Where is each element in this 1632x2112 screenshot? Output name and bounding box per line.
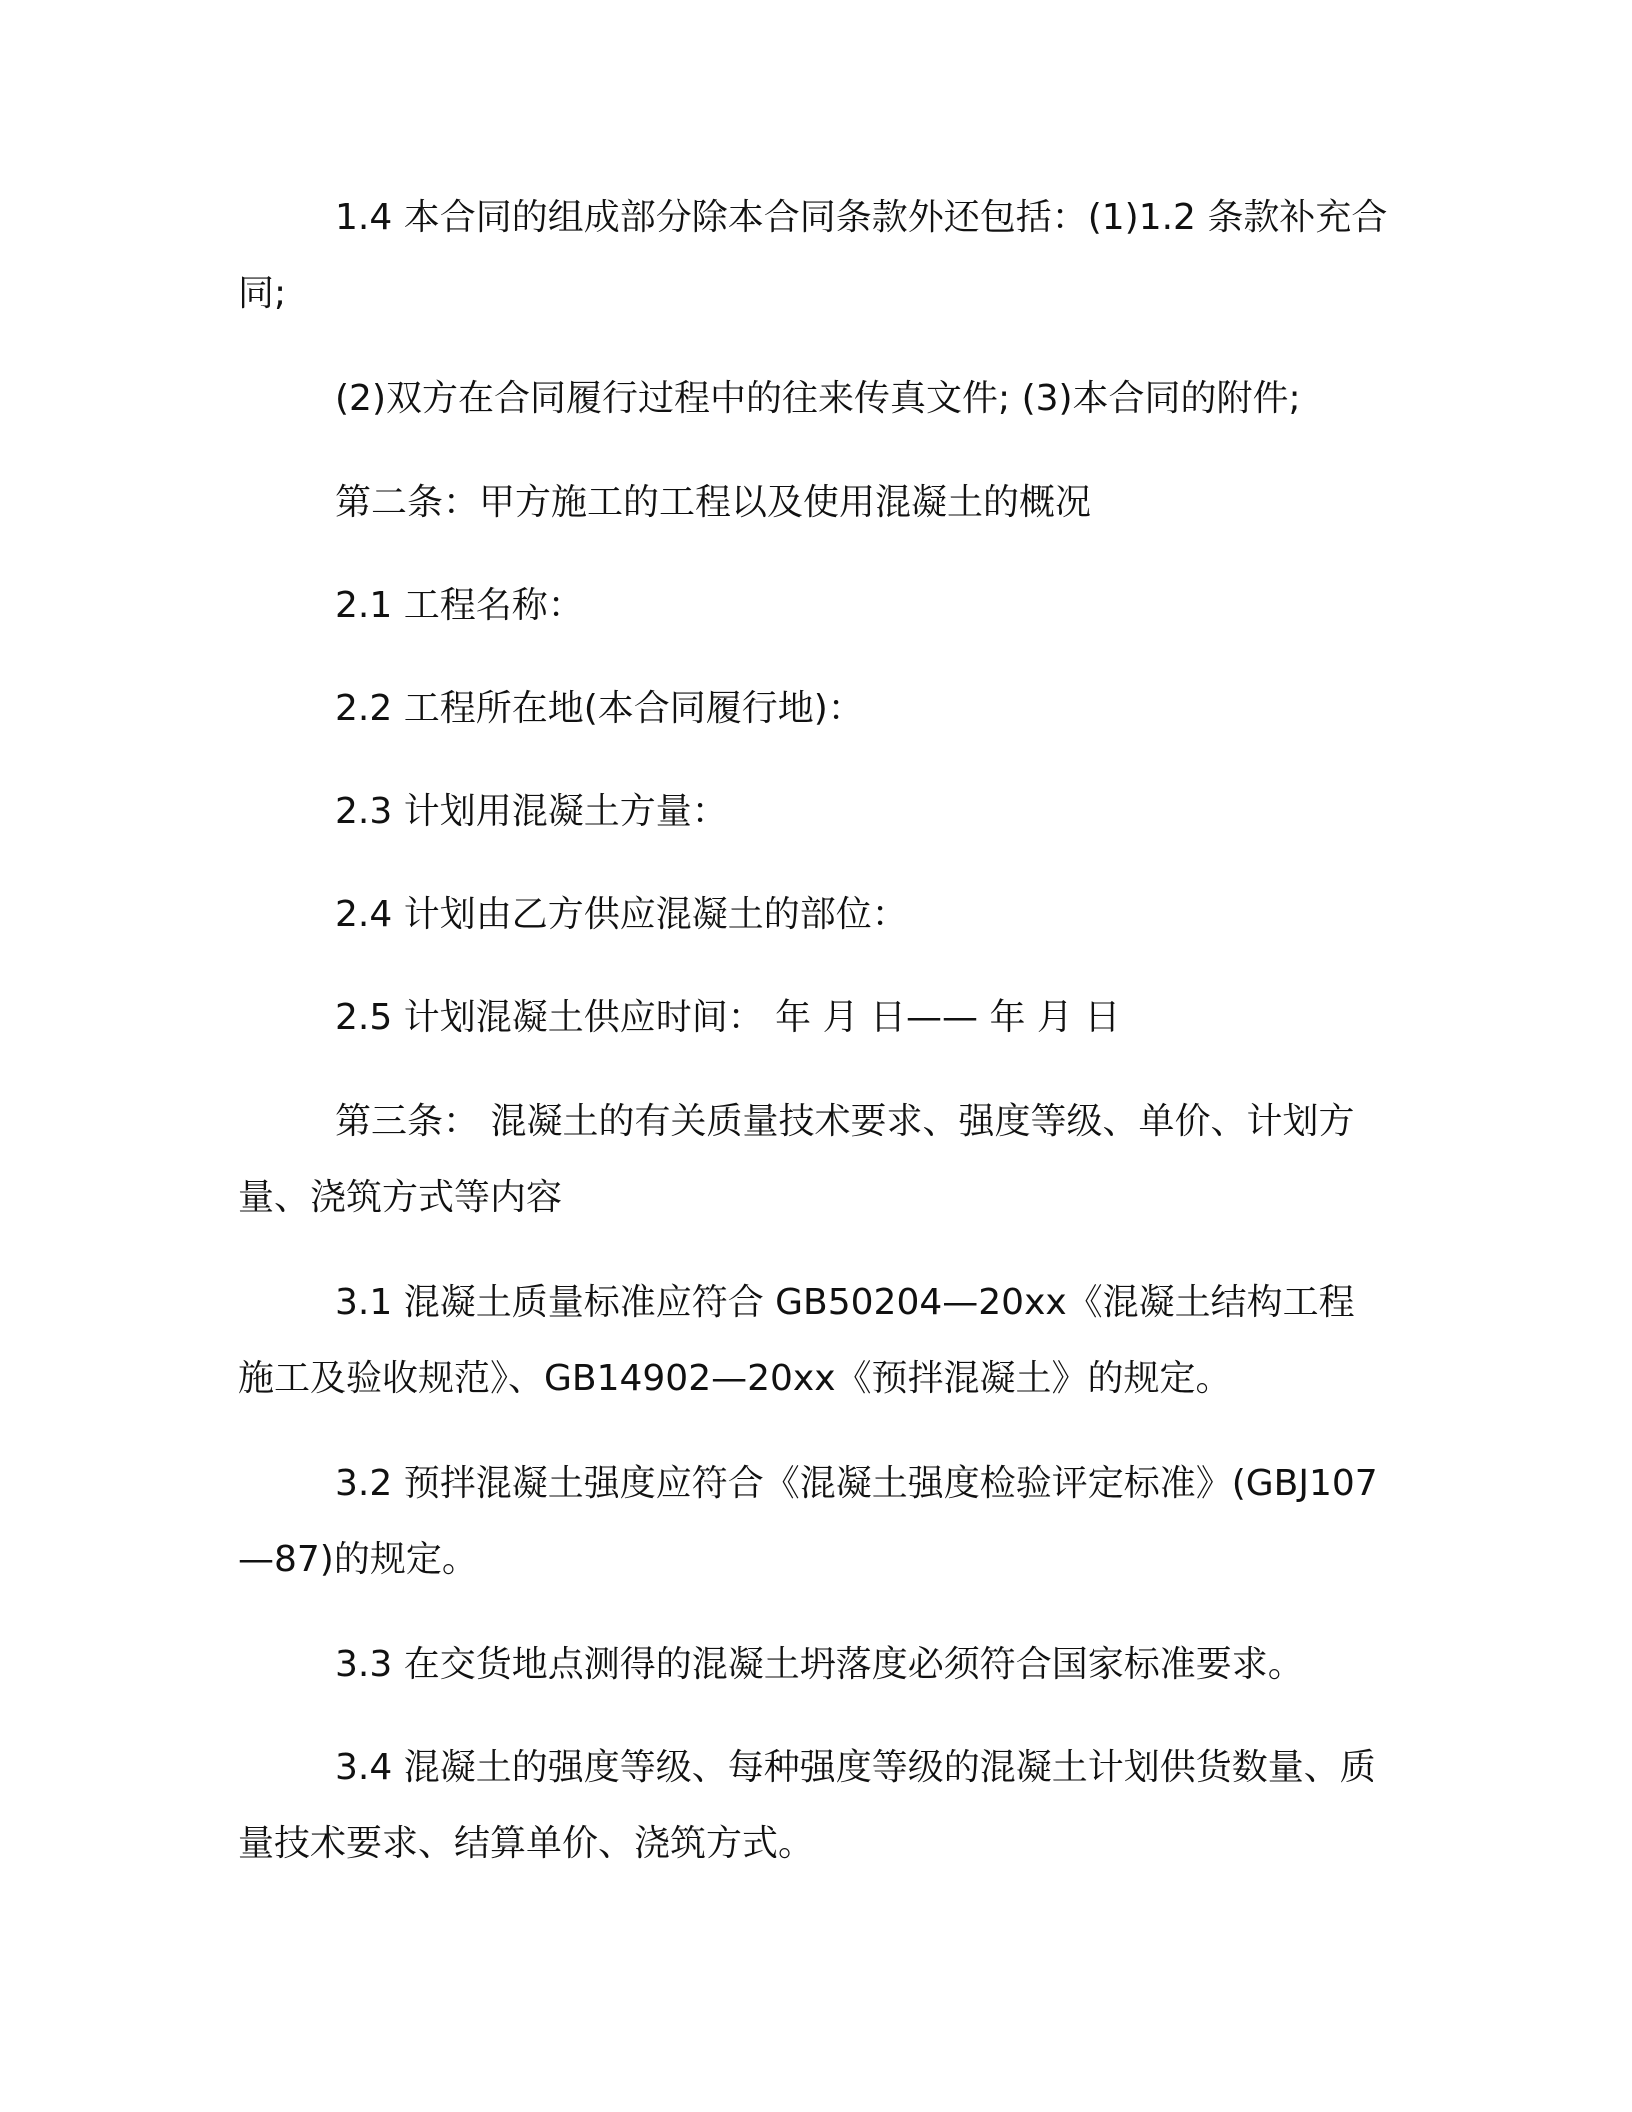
clause-2-2: 2.2 工程所在地(本合同履行地)： [335, 688, 864, 729]
clause-2-1: 2.1 工程名称： [335, 585, 584, 626]
clause-3-2: 3.2 预拌混凝土强度应符合《混凝土强度检验评定标准》(GBJ107—87)的规定。 [238, 1463, 1378, 1580]
clause-2-4: 2.4 计划由乙方供应混凝土的部位： [335, 894, 908, 935]
article-3-heading: 第三条： 混凝土的有关质量技术要求、强度等级、单价、计划方量、浇筑方式等内容 [238, 1101, 1355, 1218]
clause-3-3: 3.3 在交货地点测得的混凝土坍落度必须符合国家标准要求。 [335, 1644, 1304, 1685]
clause-3-4: 3.4 混凝土的强度等级、每种强度等级的混凝土计划供货数量、质量技术要求、结算单价、浇筑方式。 [238, 1747, 1376, 1864]
clause-2-3: 2.3 计划用混凝土方量： [335, 791, 728, 832]
clause-1-4: 1.4 本合同的组成部分除本合同条款外还包括：(1)1.2 条款补充合同; [238, 197, 1388, 314]
article-2-heading: 第二条：甲方施工的工程以及使用混凝土的概况 [335, 482, 1092, 523]
clause-3-1: 3.1 混凝土质量标准应符合 GB50204—20xx《混凝土结构工程施工及验收规范》、GB14902—20xx《预拌混凝土》的规定。 [238, 1282, 1355, 1399]
clause-1-4-continued: (2)双方在合同履行过程中的往来传真文件; (3)本合同的附件; [335, 378, 1301, 419]
clause-2-5: 2.5 计划混凝土供应时间： 年 月 日—— 年 月 日 [335, 997, 1121, 1038]
